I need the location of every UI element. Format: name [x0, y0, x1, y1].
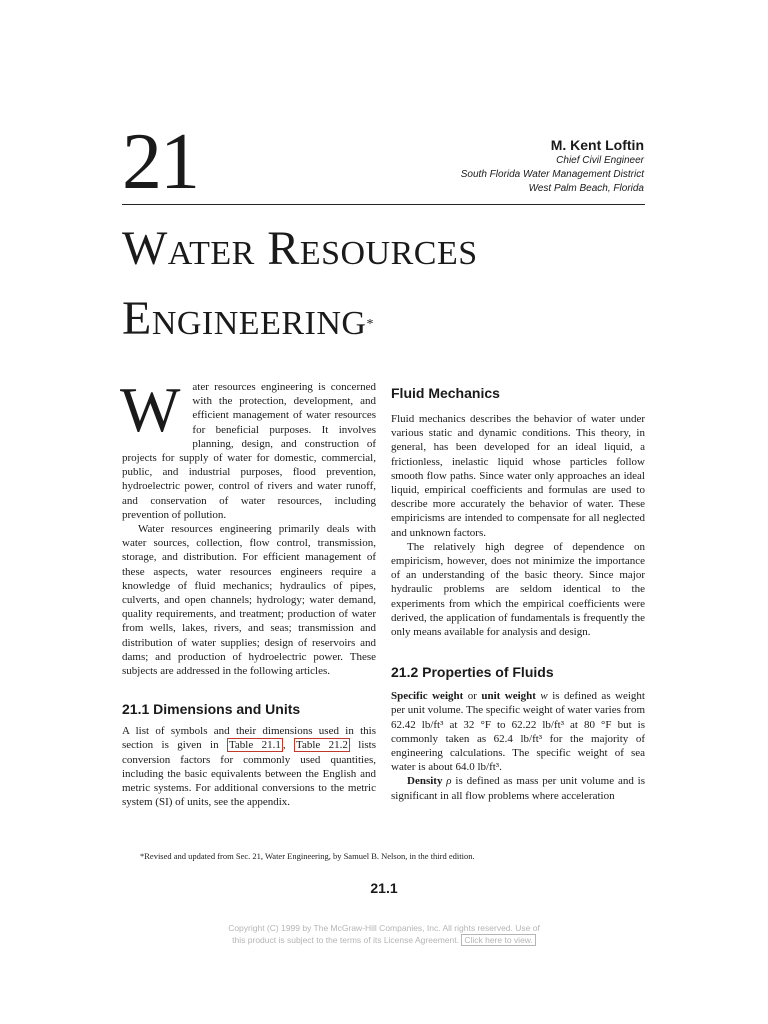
specific-weight-text: is defined as weight per unit volume. The specific weight of water varies from 62.42 lb/ft³ at 32 °F to 62.22 lb/ft³ at 80 °F but is commonly taken as 62.4 lb/ft³ for the majority of engineering calculations. The specific weight of sea water is about 64.0 lb/ft³. — [391, 690, 645, 774]
intro-paragraph-1-text: ater resources engineering is concerned with the protection, development, and efficient management of water resources for beneficial purposes. It involves planning, design, and construction of projects for supply of water for domestic, commercial, public, and industrial purposes, flood prevention, hydroelectric power, control of rivers and water runoff, and conservation of water resources, including prevention of pollution. — [122, 381, 376, 521]
title-footnote-mark: * — [366, 317, 374, 332]
fluid-mechanics-paragraph-2: The relatively high degree of dependence on empiricism, however, does not minimize the importance of an understanding of the basic theory. Since major hydraulic problems are seldom identical to the experiments from which the empirical coefficients were derived, the application of fundamentals is frequently the only means available for analysis and design. — [391, 540, 645, 639]
author-role: Chief Civil Engineer — [556, 155, 644, 166]
header-rule — [122, 204, 645, 205]
section-21-1-heading: 21.1 Dimensions and Units — [122, 701, 301, 718]
chapter-number: 21 — [122, 118, 198, 206]
chapter-title-line1: Water Resources — [122, 222, 478, 275]
density-paragraph — [391, 774, 645, 802]
or-connector: or — [463, 690, 482, 703]
intro-paragraph-1 — [120, 374, 376, 522]
license-link[interactable]: Click here to view. — [461, 934, 536, 946]
rho-symbol: ρ — [446, 775, 452, 788]
chapter-title-line2: Engineering — [122, 292, 367, 345]
fluid-mechanics-paragraph-1: Fluid mechanics describes the behavior of water under various static and dynamic conditions. This theory, in general, has been developed for an ideal liquid, a frictionless, inelastic liquid whose particles follow smooth flow paths. Since water only approaches an ideal liquid, empirical coefficients and formulas are used to describe more accurately the behavior of water. These empiricisms are intended to compensate for all neglected and unknown factors. — [391, 413, 645, 539]
intro-paragraph-2: Water resources engineering primarily deals with water sources, collection, flow control, transmission, storage, and distribution. For efficient management of these aspects, water resources engineers require a knowledge of fluid mechanics; hydraulics of pipes, culverts, and open channels; hydrology; water demand, quality requirements, and treatment; production of water from wells, lakes, rivers, and seas; transmission and distribution of water supplies; design of reservoirs and dams; and production of hydroelectric power. These subjects are addressed in the following articles. — [122, 523, 376, 678]
left-column — [120, 374, 377, 809]
unit-weight-term: unit weight — [481, 690, 536, 703]
author-location: West Palm Beach, Florida — [528, 183, 644, 194]
author-block — [461, 136, 644, 196]
drop-cap: W — [120, 374, 181, 445]
chapter-title — [122, 214, 478, 354]
specific-weight-term: Specific weight — [391, 690, 464, 703]
copyright-line-1: Copyright (C) 1999 by The McGraw-Hill Companies, Inc. All rights reserved. Use of — [228, 923, 540, 933]
specific-weight-paragraph — [391, 689, 645, 774]
table-21-1-link[interactable]: Table 21.1 — [228, 739, 281, 752]
section-21-1-paragraph — [122, 724, 376, 809]
w-symbol: w — [540, 690, 548, 703]
density-text: is defined as mass per unit volume and is significant in all flow problems where acceleration — [391, 775, 645, 802]
section-21-1-text-before: A list of symbols and their dimensions used in this section is given in — [122, 725, 376, 752]
section-21-1-text-after: lists conversion factors for commonly used quantities, including the basic equivalents between the English and metric systems. For additional conversions to the metric system (SI) of units, see the appendix. — [122, 739, 377, 809]
author-org: South Florida Water Management District — [460, 169, 644, 180]
author-name: M. Kent Loftin — [550, 137, 644, 153]
fluid-mechanics-heading: Fluid Mechanics — [391, 385, 500, 401]
section-21-2-heading: 21.2 Properties of Fluids — [391, 664, 554, 681]
copyright-notice — [0, 922, 768, 946]
page-number: 21.1 — [370, 880, 398, 896]
copyright-line-2: this product is subject to the terms of its License Agreement. — [232, 935, 459, 945]
footnote: *Revised and updated from Sec. 21, Water Engineering, by Samuel B. Nelson, in the third edition. — [140, 851, 475, 861]
density-term: Density — [407, 775, 443, 788]
table-21-2-link[interactable]: Table 21.2 — [296, 739, 348, 752]
right-column — [391, 380, 645, 803]
link-separator: , — [282, 739, 294, 752]
